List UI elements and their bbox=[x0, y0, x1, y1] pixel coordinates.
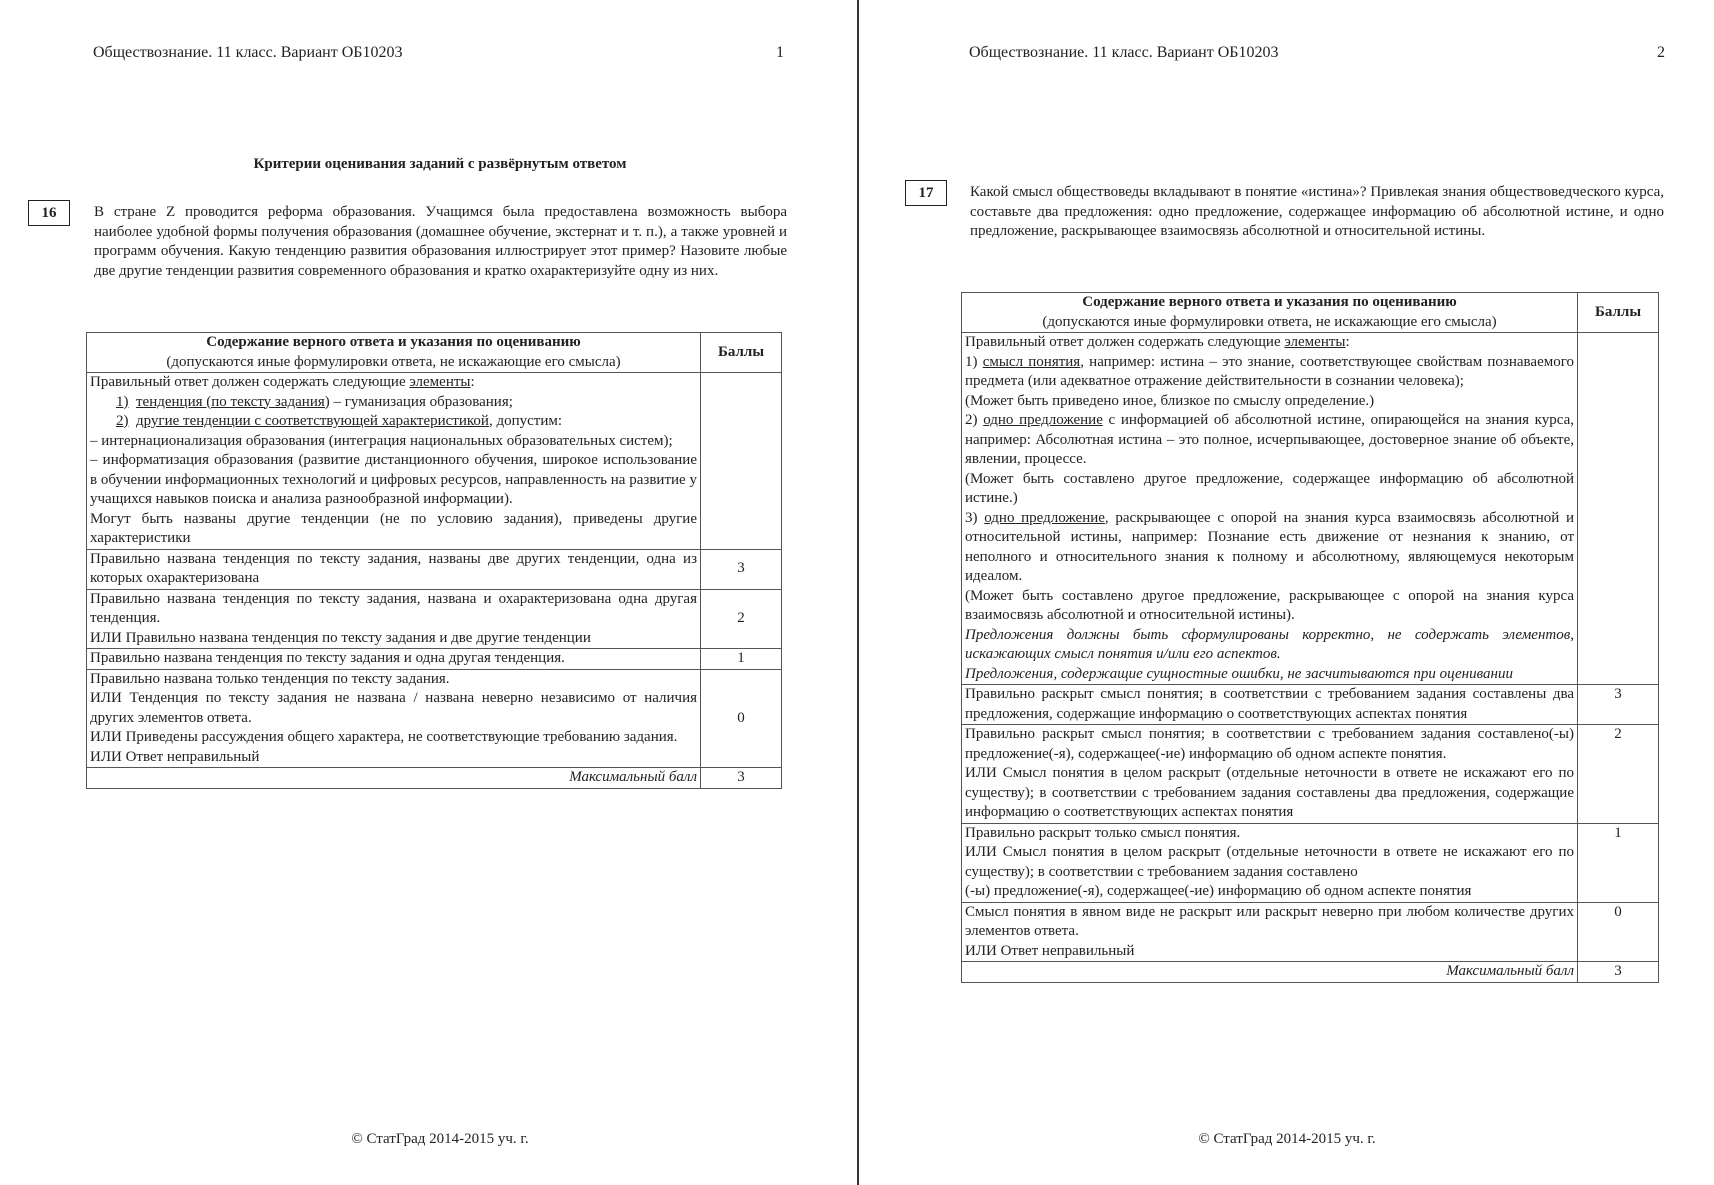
answer-intro-elements: элементы bbox=[409, 374, 471, 390]
page-header: Обществознание. 11 класс. Вариант ОБ10203 bbox=[93, 44, 403, 61]
score-points: 3 bbox=[1578, 685, 1659, 725]
criteria-table bbox=[86, 332, 782, 789]
page-number: 2 bbox=[1657, 44, 1665, 61]
element-1-label: смысл понятия bbox=[982, 353, 1081, 370]
score-points: 1 bbox=[701, 649, 782, 670]
criteria-table bbox=[961, 292, 1659, 983]
max-score-value: 3 bbox=[701, 768, 782, 789]
score-criterion: Правильно названа тенденция по тексту задания, названы две других тенденции, одна из которых охарактеризована bbox=[87, 549, 701, 589]
element-3-note: (Может быть составлено другое предложение, раскрывающее с опорой на знания курса взаимосвязь абсолютной и относительной истины). bbox=[965, 587, 1574, 623]
page-right bbox=[860, 0, 1714, 1185]
score-criterion: Правильно названа тенденция по тексту задания и одна другая тенденция. bbox=[87, 649, 701, 670]
score-criterion: Смысл понятия в явном виде не раскрыт или раскрыт неверно при любом количестве других элементов ответа. ИЛИ Ответ неправильный bbox=[962, 902, 1578, 962]
element-2-number: 2) bbox=[965, 412, 978, 428]
content-header-main: Содержание верного ответа и указания по оцениванию bbox=[206, 334, 581, 350]
answer-content: Правильный ответ должен содержать следующие элементы: 1) тенденция (по тексту задания) – гуманизация образования; 2) другие тенденции с соответствующей характеристикой, допустим: – интернационализация образования (интеграция национальных образовательных систем); – информатизация образования (развитие дистанционного обучения, широкое использование в обучении информационных технологий и цифровых ресурсов, направленность на развитие у учащихся навыков поиска и анализа разнообразной информации). Могут быть названы другие тенденции (не по условию задания), приведены другие характеристики bbox=[87, 373, 701, 550]
score-points: 0 bbox=[1578, 902, 1659, 962]
page-footer: © СтатГрад 2014-2015 уч. г. bbox=[1198, 1131, 1376, 1147]
score-criterion: Правильно названа тенденция по тексту задания, названа и охарактеризована одна другая тенденция. ИЛИ Правильно названа тенденция по тексту задания и две другие тенденции bbox=[87, 589, 701, 649]
answer-points-empty bbox=[1578, 333, 1659, 685]
score-row bbox=[87, 669, 782, 768]
content-header bbox=[87, 333, 701, 373]
max-score-row bbox=[962, 962, 1659, 983]
answer-content: Правильный ответ должен содержать следующие элементы: 1) смысл понятия, например: истина – это знание, соответствующее свойствам познаваемого предмета (или адекватное отражение действительности в сознании человека); (Может быть приведено иное, близкое по смыслу определение.) 2) одно предложение с информацией об абсолютной истине, опирающейся на знания курса, например: Абсолютная истина – это полное, исчерпывающее, достоверное знание об объекте, явлении, процессе. (Может быть составлено другое предложение, содержащее информацию об абсолютной истине.) 3) одно предложение, раскрывающее с опорой на знания курса взаимосвязь абсолютной и относительной истины, например: Познание есть движение от незнания к знанию, от неполного и относительного знания к полному и абсолютному, являющемуся некоторым идеалом. (Может быть составлено другое предложение, раскрывающее с опорой на знания курса взаимосвязь абсолютной и относительной истины). Предложения должны быть сформулированы корректно, не содержать элементов, искажающих смысл понятия и/или его аспектов. Предложения, содержащие сущностные ошибки, не засчитываются при оценивании bbox=[962, 333, 1578, 685]
score-row bbox=[87, 649, 782, 670]
content-header-sub: (допускаются иные формулировки ответа, не искажающие его смысла) bbox=[166, 353, 621, 370]
score-row bbox=[962, 823, 1659, 902]
score-points: 2 bbox=[1578, 725, 1659, 824]
table-header-row bbox=[87, 333, 782, 373]
score-row bbox=[87, 589, 782, 649]
element-3-text: , раскрывающее с опорой на знания курса взаимосвязь абсолютной и относительной истины, например: Познание есть движение от незнания к знанию, от неполного и относительного знания к полному и абсолютному, являющемуся некоторым идеалом. bbox=[965, 509, 1575, 584]
answer-para-3: Могут быть названы другие тенденции (не по условию задания), приведены другие характеристики bbox=[90, 510, 697, 546]
score-criterion: Правильно названа только тенденция по тексту задания. ИЛИ Тенденция по тексту задания не названа / названа неверно независимо от наличия других элементов ответа. ИЛИ Приведены рассуждения общего характера, не соответствующие требованию задания. ИЛИ Ответ неправильный bbox=[87, 669, 701, 768]
item-1-number: 1) bbox=[116, 393, 129, 410]
score-criterion: Правильно раскрыт смысл понятия; в соответствии с требованием задания составлены два предложения, содержащие информацию о соответствующих аспектах понятия bbox=[962, 685, 1578, 725]
italic-note-1: Предложения должны быть сформулированы корректно, не содержать элементов, искажающих смысл понятия и/или его аспектов. bbox=[965, 626, 1574, 662]
italic-note-2: Предложения, содержащие сущностные ошибки, не засчитываются при оценивании bbox=[965, 665, 1513, 682]
item-2-text: , допустим: bbox=[488, 413, 563, 429]
answer-item-2 bbox=[90, 412, 697, 432]
element-2-text: с информацией об абсолютной истине, опирающейся на знания курса, например: Абсолютная истина – это полное, исчерпывающее, достоверное знание об объекте, явлении, процессе. bbox=[965, 412, 1575, 467]
max-score-value: 3 bbox=[1578, 962, 1659, 983]
score-row bbox=[962, 902, 1659, 962]
element-1-text: , например: истина – это знание, соответствующее свойствам познаваемого предмета (или адекватное отражение действительности в сознании человека); bbox=[965, 353, 1575, 389]
score-criterion: Правильно раскрыт смысл понятия; в соответствии с требованием задания составлено(-ы) предложение(-я), содержащее(-ие) информацию об одном аспекте понятия. ИЛИ Смысл понятия в целом раскрыт (отдельные неточности в ответе не искажают его по существу); в соответствии с требованием задания составлены два предложения, содержащие информацию о соответствующих аспектах понятия bbox=[962, 725, 1578, 824]
answer-intro: Правильный ответ должен содержать следующие bbox=[90, 374, 406, 390]
answer-para-1: – интернационализация образования (интеграция национальных образовательных систем); bbox=[90, 432, 673, 449]
item-1-label: тенденция (по тексту задания) bbox=[136, 393, 330, 410]
element-3-label: одно предложение bbox=[984, 509, 1105, 526]
item-2-label: другие тенденции с соответствующей характеристикой bbox=[136, 413, 489, 429]
element-1-note: (Может быть приведено иное, близкое по смыслу определение.) bbox=[965, 392, 1375, 409]
answer-row bbox=[87, 373, 782, 550]
element-3-number: 3) bbox=[965, 509, 978, 526]
element-2-note: (Может быть составлено другое предложение, содержащее информацию об абсолютной истине.) bbox=[965, 470, 1574, 506]
answer-row bbox=[962, 333, 1659, 685]
page-divider bbox=[857, 0, 859, 1185]
score-row bbox=[962, 685, 1659, 725]
page-header: Обществознание. 11 класс. Вариант ОБ10203 bbox=[969, 44, 1279, 61]
content-header-main: Содержание верного ответа и указания по оцениванию bbox=[1082, 294, 1457, 310]
points-header: Баллы bbox=[701, 333, 782, 373]
answer-para-2: – информатизация образования (развитие дистанционного обучения, широкое использование в обучении информационных технологий и цифровых ресурсов, направленность на развитие у учащихся навыков поиска и анализа разнообразной информации). bbox=[90, 452, 697, 507]
score-points: 1 bbox=[1578, 823, 1659, 902]
score-points: 3 bbox=[701, 549, 782, 589]
max-score-label: Максимальный балл bbox=[962, 962, 1578, 983]
score-points: 2 bbox=[701, 589, 782, 649]
item-1-text: – гуманизация образования; bbox=[329, 393, 513, 410]
task-number-box: 17 bbox=[905, 180, 947, 206]
answer-intro: Правильный ответ должен содержать следующие bbox=[965, 334, 1281, 350]
answer-item-1 bbox=[90, 393, 697, 413]
page-number: 1 bbox=[776, 44, 784, 61]
element-2-label: одно предложение bbox=[983, 412, 1103, 428]
score-criterion: Правильно раскрыт только смысл понятия. ИЛИ Смысл понятия в целом раскрыт (отдельные неточности в ответе не искажают его по существу); в соответствии с требованием задания составлено (-ы) предложение(-я), содержащее(-ие) информацию об одном аспекте понятия bbox=[962, 823, 1578, 902]
item-2-number: 2) bbox=[116, 413, 129, 429]
answer-points-empty bbox=[701, 373, 782, 550]
table-header-row bbox=[962, 293, 1659, 333]
criteria-title: Критерии оценивания заданий с развёрнутым ответом bbox=[253, 156, 627, 172]
task-question: В стране Z проводится реформа образования. Учащимся была предоставлена возможность выбора наиболее удобной формы получения образования (домашнее обучение, экстернат и т. п.), а также уровней и программ обучения. Какую тенденцию развития образования иллюстрирует этот пример? Назовите любые две другие тенденции развития современного образования и кратко охарактеризуйте одну из них. bbox=[94, 204, 787, 279]
content-header bbox=[962, 293, 1578, 333]
max-score-label: Максимальный балл bbox=[87, 768, 701, 789]
score-row bbox=[962, 725, 1659, 824]
score-row bbox=[87, 549, 782, 589]
max-score-row bbox=[87, 768, 782, 789]
content-header-sub: (допускаются иные формулировки ответа, не искажающие его смысла) bbox=[1042, 313, 1497, 330]
page-footer: © СтатГрад 2014-2015 уч. г. bbox=[351, 1131, 529, 1147]
element-1-number: 1) bbox=[965, 353, 978, 370]
task-number-box: 16 bbox=[28, 200, 70, 226]
points-header: Баллы bbox=[1578, 293, 1659, 333]
score-points: 0 bbox=[701, 669, 782, 768]
task-question: Какой смысл обществоведы вкладывают в понятие «истина»? Привлекая знания обществоведческого курса, составьте два предложения: одно предложение, содержащее информацию об абсолютной истине, и одно предложение, раскрывающее взаимосвязь абсолютной и относительной истины. bbox=[970, 184, 1664, 239]
answer-intro-elements: элементы bbox=[1284, 334, 1346, 350]
